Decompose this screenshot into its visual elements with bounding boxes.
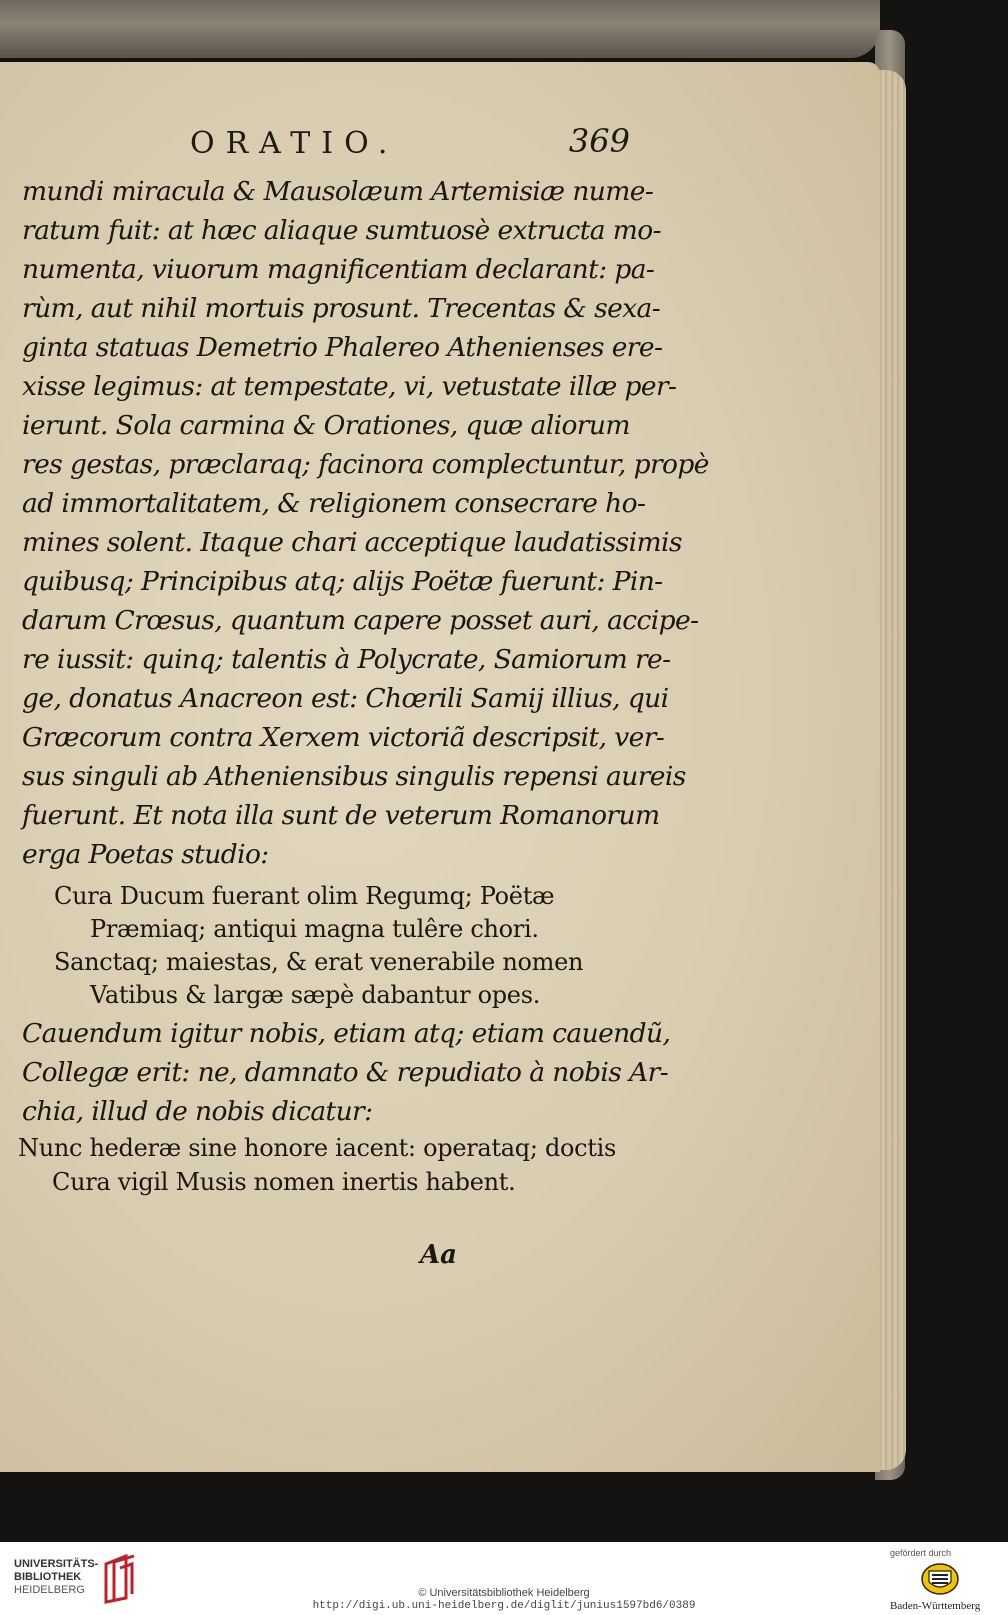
book-cover-top: [0, 0, 880, 58]
text-line: sus singuli ab Atheniensibus singulis repensi aureis: [22, 761, 686, 792]
library-name-line: HEIDELBERG: [14, 1584, 85, 1596]
text-line: res gestas, præclaraq; facinora complectuntur, propè: [22, 449, 709, 480]
sponsor-label: gefördert durch: [890, 1548, 952, 1558]
prose-block-2: [22, 1014, 671, 1131]
text-line: quibusq; Principibus atq; alijs Poëtæ fuerunt: Pin-: [22, 566, 663, 597]
text-line: ierunt. Sola carmina & Orationes, quæ aliorum: [22, 410, 630, 441]
text-line: ad immortalitatem, & religionem consecrare ho-: [22, 488, 646, 519]
text-line: chia, illud de nobis dicatur:: [22, 1096, 373, 1127]
verse-line: Cura vigil Musis nomen inertis habent.: [52, 1168, 516, 1196]
running-head: [190, 122, 630, 172]
catchword: Aa: [420, 1240, 458, 1270]
viewer-footer: [0, 1542, 1008, 1615]
text-line: ginta statuas Demetrio Phalereo Athenienses ere-: [22, 332, 663, 363]
text-line: xisse legimus: at tempestate, vi, vetustate illæ per-: [22, 371, 677, 402]
prose-block-1: [22, 172, 709, 874]
sponsor-name: Baden-Württemberg: [890, 1600, 981, 1612]
text-line: mines solent. Itaque chari acceptique laudatissimis: [22, 527, 682, 558]
text-line: numenta, viuorum magnificentiam declarant: pa-: [22, 254, 655, 285]
verse-line: Vatibus & largæ sæpè dabantur opes.: [90, 981, 541, 1009]
text-line: darum Crœsus, quantum capere posset auri, accipe-: [22, 605, 699, 636]
library-name-line: BIBLIOTHEK: [14, 1571, 82, 1583]
running-title: ORATIO.: [190, 126, 399, 161]
text-line: erga Poetas studio:: [22, 839, 269, 870]
text-line: ge, donatus Anacreon est: Chœrili Samij illius, qui: [22, 683, 669, 714]
text-line: Collegæ erit: ne, damnato & repudiato à nobis Ar-: [22, 1057, 669, 1088]
body-text: [18, 172, 709, 1199]
text-line: mundi miracula & Mausolæum Artemisiæ nume-: [22, 176, 654, 207]
text-line: rùm, aut nihil mortuis prosunt. Trecentas & sexa-: [22, 293, 661, 324]
verse-block-1: [22, 880, 632, 1012]
text-line: Cauendum igitur nobis, etiam atq; etiam cauendũ,: [22, 1018, 671, 1049]
text-line: re iussit: quinq; talentis à Polycrate, Samiorum re-: [22, 644, 671, 675]
library-name-line: UNIVERSITÄTS-: [14, 1558, 99, 1570]
permalink[interactable]: http://digi.ub.uni-heidelberg.de/diglit/junius1597bd6/0389: [312, 1600, 696, 1612]
text-line: ratum fuit: at hæc aliaque sumtuosè extructa mo-: [22, 215, 662, 246]
page-number: 369: [568, 122, 630, 160]
verse-line: Sanctaq; maiestas, & erat venerabile nomen: [54, 948, 584, 976]
verse-line: Nunc hederæ sine honore iacent: operataq; doctis: [18, 1134, 617, 1162]
copyright-notice: © Universitätsbibliothek Heidelberg: [418, 1587, 590, 1599]
text-line: fuerunt. Et nota illa sunt de veterum Romanorum: [22, 800, 660, 831]
verse-line: Præmiaq; antiqui magna tulêre chori.: [90, 915, 539, 943]
verse-line: Cura Ducum fuerant olim Regumq; Poëtæ: [54, 882, 555, 910]
verse-block-2: [18, 1131, 632, 1199]
coat-of-arms-icon: [920, 1562, 960, 1596]
text-line: Græcorum contra Xerxem victoriã descripsit, ver-: [22, 722, 665, 753]
